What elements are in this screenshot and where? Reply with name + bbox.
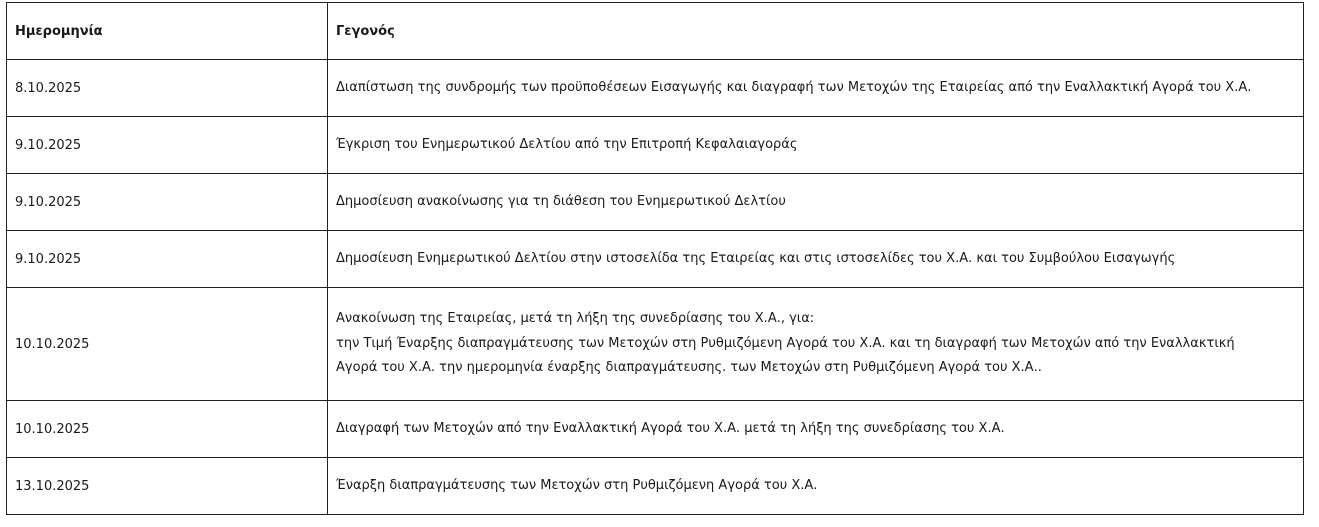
table-row <box>7 117 1304 174</box>
event-cell <box>328 174 1304 231</box>
table-row <box>7 458 1304 515</box>
event-column-header: Γεγονός <box>328 3 1304 60</box>
event-cell <box>328 60 1304 117</box>
table-row <box>7 174 1304 231</box>
event-text: Έγκριση του Ενημερωτικού Δελτίου από την Επιτροπή Κεφαλαιαγοράς <box>336 136 798 152</box>
date-cell: 8.10.2025 <box>7 60 328 117</box>
event-text: Έναρξη διαπραγμάτευσης των Μετοχών στη Ρυθμιζόμενη Αγορά του Χ.Α. <box>336 477 818 493</box>
event-cell <box>328 231 1304 288</box>
event-cell <box>328 117 1304 174</box>
event-text: Διαπίστωση της συνδρομής των προϋποθέσεων Εισαγωγής και διαγραφή των Μετοχών της Εταιρείας από την Εναλλακτική Αγορά του Χ.Α. <box>336 79 1252 95</box>
date-column-header: Ημερομηνία <box>7 3 328 60</box>
date-cell: 13.10.2025 <box>7 458 328 515</box>
event-cell <box>328 401 1304 458</box>
date-cell: 10.10.2025 <box>7 288 328 401</box>
timetable <box>6 2 1304 515</box>
date-cell: 9.10.2025 <box>7 117 328 174</box>
event-text-line: Αγορά του Χ.Α. την ημερομηνία έναρξης διαπραγμάτευσης. των Μετοχών στη Ρυθμιζόμενη Αγορά του Χ.Α.. <box>336 360 1042 376</box>
event-text-line: Ανακοίνωση της Εταιρείας, μετά τη λήξη της συνεδρίασης του Χ.Α., για: <box>336 311 815 327</box>
date-cell: 9.10.2025 <box>7 174 328 231</box>
event-text: Δημοσίευση ανακοίνωσης για τη διάθεση του Ενημερωτικού Δελτίου <box>336 193 786 209</box>
table-row <box>7 231 1304 288</box>
event-cell <box>328 288 1304 401</box>
date-cell: 9.10.2025 <box>7 231 328 288</box>
date-cell: 10.10.2025 <box>7 401 328 458</box>
table-header-row <box>7 3 1304 60</box>
event-cell <box>328 458 1304 515</box>
event-text: Δημοσίευση Ενημερωτικού Δελτίου στην ιστοσελίδα της Εταιρείας και στις ιστοσελίδες του Χ.Α. και του Συμβούλου Εισαγωγής <box>336 250 1176 266</box>
event-text: Διαγραφή των Μετοχών από την Εναλλακτική Αγορά του Χ.Α. μετά τη λήξη της συνεδρίασης του Χ.Α. <box>336 420 1005 436</box>
event-text-line: την Τιμή Έναρξης διαπραγμάτευσης των Μετοχών στη Ρυθμιζόμενη Αγορά του Χ.Α. και τη διαγραφή των Μετοχών από την Εναλλακτική <box>336 335 1235 351</box>
table-row <box>7 60 1304 117</box>
table-row <box>7 401 1304 458</box>
table-row <box>7 288 1304 401</box>
